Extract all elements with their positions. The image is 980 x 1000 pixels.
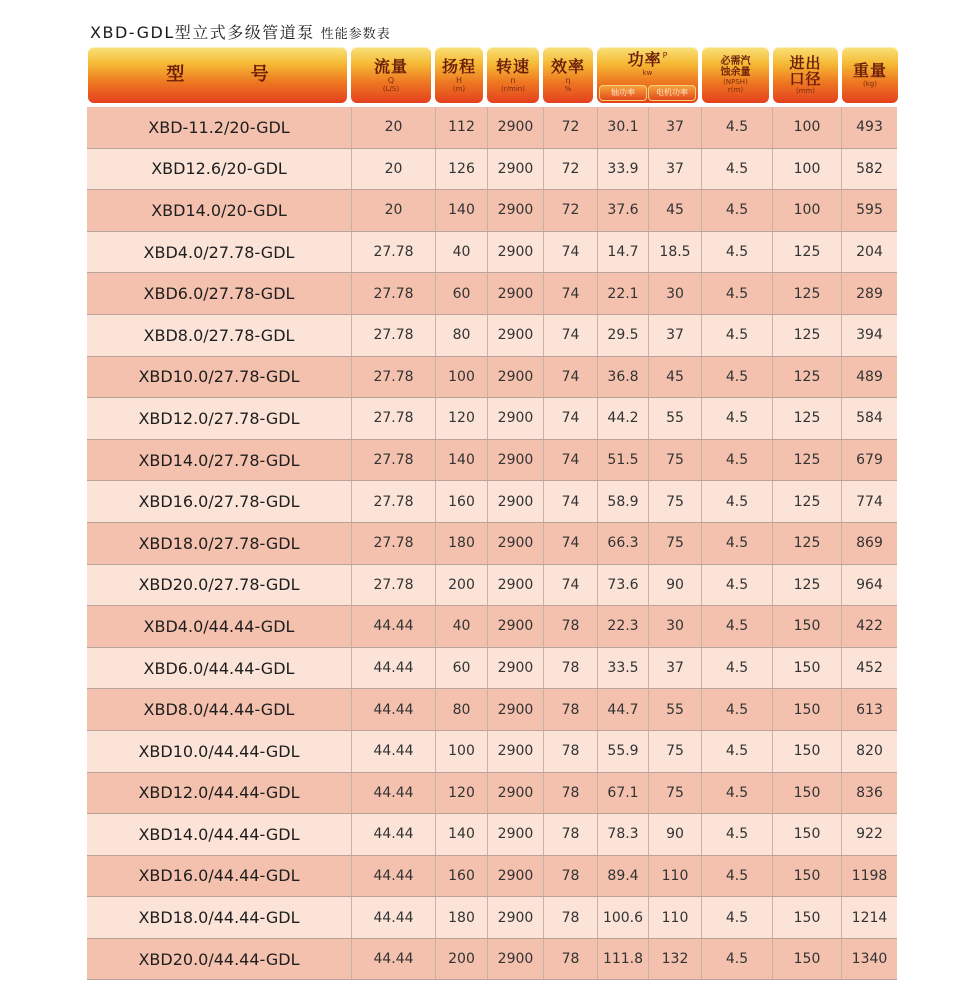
cell-weight: 493 (841, 107, 897, 148)
header-power-title (597, 47, 698, 69)
cell-npsh: 4.5 (701, 481, 772, 522)
cell-motor-power: 75 (648, 773, 701, 814)
cell-flow: 27.78 (351, 357, 435, 398)
cell-model: XBD16.0/44.44-GDL (138, 866, 300, 886)
cell-head: 180 (435, 897, 487, 938)
cell-shaft-power: 33.9 (597, 149, 648, 190)
cell-model: XBD6.0/27.78-GDL (143, 284, 295, 304)
header-power-unit: kw (642, 69, 653, 77)
cell-efficiency: 78 (543, 606, 597, 647)
cell-speed: 2900 (487, 814, 543, 855)
cell-shaft-power: 33.5 (597, 648, 648, 689)
cell-flow: 20 (351, 149, 435, 190)
cell-head: 40 (435, 232, 487, 273)
cell-flow: 27.78 (351, 315, 435, 356)
header-efficiency-label: 效率 (550, 56, 585, 76)
cell-port: 125 (772, 565, 841, 606)
cell-model: XBD8.0/27.78-GDL (143, 325, 295, 345)
cell-motor-power: 55 (648, 689, 701, 730)
header-power-symbol: P (662, 51, 668, 60)
table-row (87, 939, 897, 981)
cell-speed: 2900 (487, 481, 543, 522)
cell-port: 125 (772, 273, 841, 314)
cell-shaft-power: 14.7 (597, 232, 648, 273)
table-row (87, 773, 897, 815)
cell-model: XBD18.0/27.78-GDL (138, 533, 300, 553)
cell-efficiency: 78 (543, 731, 597, 772)
cell-speed: 2900 (487, 523, 543, 564)
table-row (87, 107, 897, 149)
cell-flow: 44.44 (351, 897, 435, 938)
cell-efficiency: 74 (543, 357, 597, 398)
cell-speed: 2900 (487, 440, 543, 481)
cell-model: XBD4.0/27.78-GDL (143, 242, 295, 262)
cell-efficiency: 78 (543, 856, 597, 897)
cell-head: 100 (435, 731, 487, 772)
cell-head: 160 (435, 856, 487, 897)
header-weight-unit: (kg) (863, 80, 877, 88)
header-port-line2: 口径 (789, 70, 822, 88)
table-row (87, 315, 897, 357)
cell-flow: 44.44 (351, 648, 435, 689)
cell-npsh: 4.5 (701, 814, 772, 855)
cell-speed: 2900 (487, 273, 543, 314)
cell-shaft-power: 100.6 (597, 897, 648, 938)
cell-model: XBD10.0/44.44-GDL (138, 741, 300, 761)
cell-flow: 27.78 (351, 523, 435, 564)
cell-motor-power: 18.5 (648, 232, 701, 273)
header-head-unit: (m) (452, 84, 466, 93)
table-row (87, 648, 897, 690)
cell-speed: 2900 (487, 149, 543, 190)
cell-weight: 869 (841, 523, 897, 564)
cell-head: 112 (435, 107, 487, 148)
cell-shaft-power: 44.7 (597, 689, 648, 730)
header-flow-label: 流量 (373, 56, 408, 76)
cell-flow: 44.44 (351, 814, 435, 855)
cell-model: XBD14.0/20-GDL (151, 200, 287, 220)
header-power-shaft: 轴功率 (599, 85, 647, 101)
cell-shaft-power: 30.1 (597, 107, 648, 148)
header-flow-symbol: Q (387, 75, 395, 85)
header-port-line1: 进出 (789, 54, 822, 72)
table-row (87, 523, 897, 565)
cell-motor-power: 30 (648, 606, 701, 647)
cell-head: 120 (435, 398, 487, 439)
cell-motor-power: 110 (648, 897, 701, 938)
cell-shaft-power: 78.3 (597, 814, 648, 855)
cell-efficiency: 74 (543, 398, 597, 439)
cell-shaft-power: 66.3 (597, 523, 648, 564)
cell-motor-power: 75 (648, 523, 701, 564)
cell-efficiency: 78 (543, 773, 597, 814)
table-row (87, 149, 897, 191)
cell-efficiency: 78 (543, 648, 597, 689)
cell-head: 126 (435, 149, 487, 190)
cell-efficiency: 78 (543, 814, 597, 855)
header-weight (842, 47, 898, 103)
cell-port: 150 (772, 856, 841, 897)
cell-npsh: 4.5 (701, 523, 772, 564)
cell-weight: 922 (841, 814, 897, 855)
cell-weight: 836 (841, 773, 897, 814)
cell-flow: 27.78 (351, 565, 435, 606)
header-npsh-line3: (NPSH) (723, 78, 748, 86)
cell-port: 125 (772, 357, 841, 398)
cell-npsh: 4.5 (701, 689, 772, 730)
cell-speed: 2900 (487, 107, 543, 148)
cell-motor-power: 75 (648, 481, 701, 522)
cell-speed: 2900 (487, 648, 543, 689)
header-npsh-line4: r(m) (727, 86, 744, 94)
table-row (87, 481, 897, 523)
header-efficiency-unit: % (564, 84, 572, 93)
cell-weight: 452 (841, 648, 897, 689)
cell-npsh: 4.5 (701, 190, 772, 231)
cell-speed: 2900 (487, 731, 543, 772)
cell-npsh: 4.5 (701, 398, 772, 439)
cell-efficiency: 74 (543, 523, 597, 564)
cell-flow: 44.44 (351, 856, 435, 897)
cell-head: 60 (435, 273, 487, 314)
header-npsh-line1: 必需汽 (720, 56, 751, 67)
cell-flow: 20 (351, 190, 435, 231)
cell-efficiency: 72 (543, 190, 597, 231)
table-row (87, 814, 897, 856)
cell-motor-power: 37 (648, 648, 701, 689)
cell-shaft-power: 22.3 (597, 606, 648, 647)
cell-shaft-power: 111.8 (597, 939, 648, 980)
header-speed (487, 47, 539, 103)
cell-port: 150 (772, 606, 841, 647)
cell-flow: 27.78 (351, 481, 435, 522)
header-head-label: 扬程 (441, 56, 476, 76)
cell-port: 150 (772, 648, 841, 689)
cell-port: 100 (772, 149, 841, 190)
cell-npsh: 4.5 (701, 357, 772, 398)
header-npsh (702, 47, 769, 103)
table-row (87, 689, 897, 731)
cell-flow: 44.44 (351, 939, 435, 980)
cell-flow: 20 (351, 107, 435, 148)
cell-head: 140 (435, 190, 487, 231)
cell-npsh: 4.5 (701, 731, 772, 772)
cell-npsh: 4.5 (701, 315, 772, 356)
cell-weight: 1214 (841, 897, 897, 938)
cell-port: 150 (772, 773, 841, 814)
cell-weight: 613 (841, 689, 897, 730)
cell-shaft-power: 36.8 (597, 357, 648, 398)
table-row (87, 731, 897, 773)
cell-head: 140 (435, 440, 487, 481)
table-row (87, 232, 897, 274)
cell-efficiency: 74 (543, 481, 597, 522)
cell-flow: 27.78 (351, 273, 435, 314)
cell-npsh: 4.5 (701, 856, 772, 897)
cell-efficiency: 72 (543, 149, 597, 190)
cell-model: XBD20.0/44.44-GDL (138, 949, 300, 969)
cell-head: 200 (435, 939, 487, 980)
cell-port: 150 (772, 731, 841, 772)
table-row (87, 897, 897, 939)
cell-shaft-power: 29.5 (597, 315, 648, 356)
cell-npsh: 4.5 (701, 107, 772, 148)
cell-npsh: 4.5 (701, 897, 772, 938)
cell-model: XBD4.0/44.44-GDL (143, 616, 295, 636)
cell-speed: 2900 (487, 398, 543, 439)
cell-efficiency: 78 (543, 689, 597, 730)
cell-head: 100 (435, 357, 487, 398)
cell-flow: 27.78 (351, 232, 435, 273)
cell-head: 80 (435, 315, 487, 356)
cell-weight: 489 (841, 357, 897, 398)
cell-weight: 394 (841, 315, 897, 356)
header-model (88, 47, 347, 103)
cell-head: 180 (435, 523, 487, 564)
header-npsh-line2: 蚀余量 (720, 67, 751, 78)
cell-npsh: 4.5 (701, 606, 772, 647)
title-main: XBD-GDL型立式多级管道泵 (90, 23, 315, 42)
cell-motor-power: 90 (648, 814, 701, 855)
cell-motor-power: 45 (648, 190, 701, 231)
cell-port: 125 (772, 315, 841, 356)
cell-head: 160 (435, 481, 487, 522)
header-flow (351, 47, 431, 103)
table-row (87, 606, 897, 648)
cell-shaft-power: 55.9 (597, 731, 648, 772)
cell-motor-power: 90 (648, 565, 701, 606)
table-row (87, 190, 897, 232)
cell-efficiency: 78 (543, 939, 597, 980)
cell-weight: 204 (841, 232, 897, 273)
cell-speed: 2900 (487, 897, 543, 938)
cell-motor-power: 37 (648, 315, 701, 356)
cell-speed: 2900 (487, 773, 543, 814)
cell-port: 125 (772, 523, 841, 564)
table-row (87, 273, 897, 315)
cell-motor-power: 75 (648, 731, 701, 772)
cell-model: XBD10.0/27.78-GDL (138, 367, 300, 387)
cell-model: XBD14.0/44.44-GDL (138, 824, 300, 844)
cell-speed: 2900 (487, 190, 543, 231)
cell-speed: 2900 (487, 939, 543, 980)
header-flow-unit: (L/S) (382, 84, 400, 93)
title-sub: 性能参数表 (320, 27, 391, 42)
header-efficiency (543, 47, 593, 103)
cell-model: XBD12.0/44.44-GDL (138, 783, 300, 803)
cell-shaft-power: 73.6 (597, 565, 648, 606)
cell-model: XBD14.0/27.78-GDL (138, 450, 300, 470)
cell-flow: 44.44 (351, 606, 435, 647)
cell-model: XBD18.0/44.44-GDL (138, 908, 300, 928)
cell-npsh: 4.5 (701, 773, 772, 814)
cell-head: 120 (435, 773, 487, 814)
header-efficiency-symbol: η (565, 75, 571, 85)
cell-weight: 820 (841, 731, 897, 772)
cell-model: XBD-11.2/20-GDL (148, 117, 290, 137)
header-speed-label: 转速 (495, 56, 530, 76)
cell-motor-power: 30 (648, 273, 701, 314)
cell-flow: 44.44 (351, 689, 435, 730)
table-row (87, 357, 897, 399)
table-row (87, 856, 897, 898)
cell-weight: 1198 (841, 856, 897, 897)
cell-motor-power: 132 (648, 939, 701, 980)
cell-flow: 44.44 (351, 731, 435, 772)
cell-motor-power: 45 (648, 357, 701, 398)
cell-efficiency: 74 (543, 273, 597, 314)
cell-shaft-power: 67.1 (597, 773, 648, 814)
cell-shaft-power: 22.1 (597, 273, 648, 314)
cell-npsh: 4.5 (701, 440, 772, 481)
cell-model: XBD6.0/44.44-GDL (143, 658, 295, 678)
cell-efficiency: 74 (543, 315, 597, 356)
cell-shaft-power: 89.4 (597, 856, 648, 897)
cell-npsh: 4.5 (701, 149, 772, 190)
header-power-label: 功率 (627, 50, 662, 69)
cell-model: XBD12.0/27.78-GDL (138, 408, 300, 428)
cell-efficiency: 72 (543, 107, 597, 148)
cell-port: 125 (772, 398, 841, 439)
cell-port: 125 (772, 481, 841, 522)
cell-speed: 2900 (487, 232, 543, 273)
cell-npsh: 4.5 (701, 939, 772, 980)
cell-port: 100 (772, 190, 841, 231)
cell-flow: 27.78 (351, 440, 435, 481)
cell-model: XBD20.0/27.78-GDL (138, 575, 300, 595)
cell-model: XBD12.6/20-GDL (151, 159, 287, 179)
cell-efficiency: 78 (543, 897, 597, 938)
header-speed-symbol: n (510, 75, 516, 85)
cell-weight: 582 (841, 149, 897, 190)
cell-efficiency: 74 (543, 440, 597, 481)
header-weight-label: 重量 (852, 61, 887, 80)
header-port-unit: (mm) (795, 87, 816, 95)
cell-head: 60 (435, 648, 487, 689)
cell-efficiency: 74 (543, 565, 597, 606)
page-title (90, 20, 391, 46)
cell-npsh: 4.5 (701, 565, 772, 606)
header-head-symbol: H (455, 75, 462, 85)
header-power (597, 47, 698, 103)
header-power-motor: 电机功率 (648, 85, 696, 101)
header-head (435, 47, 483, 103)
cell-head: 200 (435, 565, 487, 606)
cell-motor-power: 37 (648, 107, 701, 148)
cell-port: 125 (772, 440, 841, 481)
cell-port: 125 (772, 232, 841, 273)
cell-motor-power: 37 (648, 149, 701, 190)
cell-port: 150 (772, 939, 841, 980)
cell-shaft-power: 51.5 (597, 440, 648, 481)
cell-speed: 2900 (487, 315, 543, 356)
header-speed-unit: (r/min) (501, 84, 525, 93)
cell-weight: 584 (841, 398, 897, 439)
cell-weight: 774 (841, 481, 897, 522)
cell-weight: 964 (841, 565, 897, 606)
cell-motor-power: 75 (648, 440, 701, 481)
cell-model: XBD8.0/44.44-GDL (143, 700, 295, 720)
cell-npsh: 4.5 (701, 273, 772, 314)
cell-weight: 595 (841, 190, 897, 231)
cell-motor-power: 55 (648, 398, 701, 439)
cell-port: 150 (772, 897, 841, 938)
cell-head: 140 (435, 814, 487, 855)
cell-port: 100 (772, 107, 841, 148)
cell-head: 40 (435, 606, 487, 647)
cell-shaft-power: 44.2 (597, 398, 648, 439)
cell-npsh: 4.5 (701, 232, 772, 273)
cell-speed: 2900 (487, 856, 543, 897)
cell-weight: 679 (841, 440, 897, 481)
cell-shaft-power: 58.9 (597, 481, 648, 522)
cell-speed: 2900 (487, 689, 543, 730)
cell-head: 80 (435, 689, 487, 730)
cell-efficiency: 74 (543, 232, 597, 273)
cell-speed: 2900 (487, 565, 543, 606)
cell-flow: 27.78 (351, 398, 435, 439)
cell-port: 150 (772, 814, 841, 855)
cell-port: 150 (772, 689, 841, 730)
cell-model: XBD16.0/27.78-GDL (138, 492, 300, 512)
cell-weight: 1340 (841, 939, 897, 980)
cell-weight: 289 (841, 273, 897, 314)
cell-flow: 44.44 (351, 773, 435, 814)
cell-speed: 2900 (487, 357, 543, 398)
header-model-label: 型 号 (166, 64, 299, 85)
table-row (87, 565, 897, 607)
cell-shaft-power: 37.6 (597, 190, 648, 231)
cell-speed: 2900 (487, 606, 543, 647)
table-row (87, 398, 897, 440)
cell-motor-power: 110 (648, 856, 701, 897)
header-port (773, 47, 838, 103)
cell-weight: 422 (841, 606, 897, 647)
table-row (87, 440, 897, 482)
parameter-table (87, 107, 897, 980)
cell-npsh: 4.5 (701, 648, 772, 689)
